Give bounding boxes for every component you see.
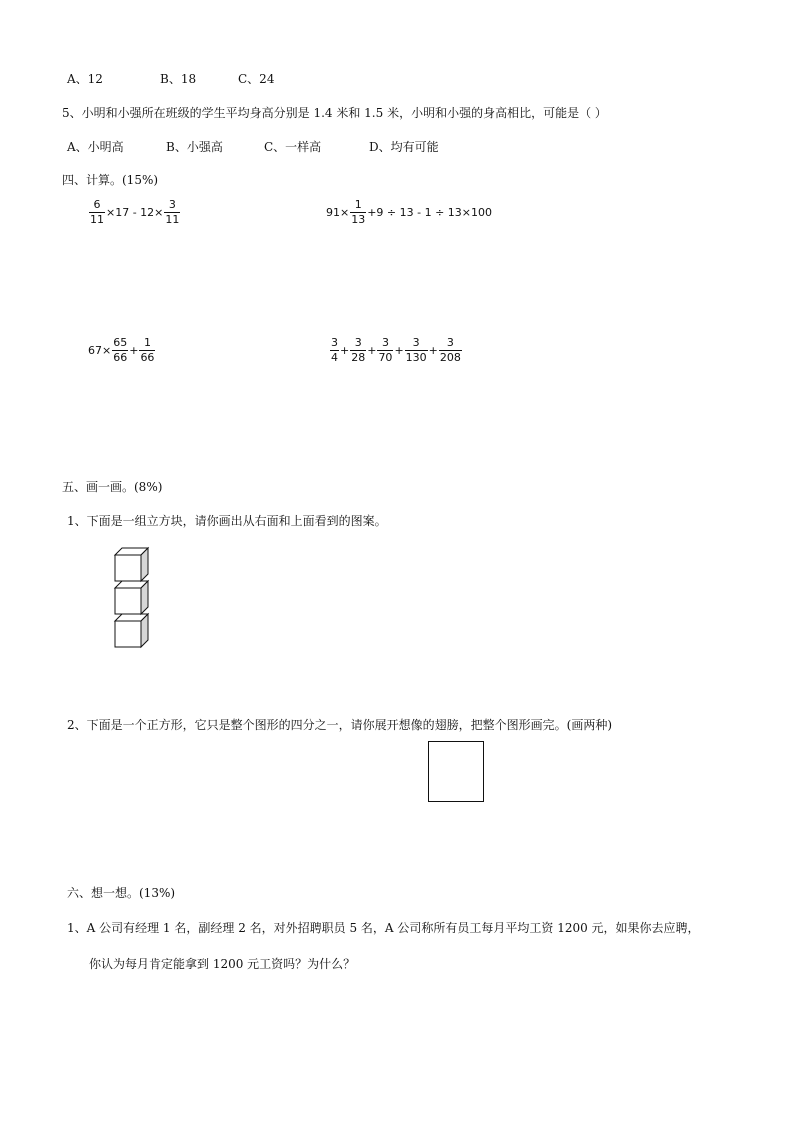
fraction: $\frac{3}{130}$ xyxy=(405,336,427,364)
section-5-q1: 1、下面是一组立方块，请你画出从右面和上面看到的图案。 xyxy=(67,514,387,528)
q5-option-d: D、均有可能 xyxy=(369,140,439,154)
q5-option-b: B、小强高 xyxy=(166,140,223,154)
fraction: $\frac{6}{11}$ xyxy=(90,198,104,226)
q5-option-c: C、一样高 xyxy=(264,140,322,154)
section-4-title: 四、计算。(15%) xyxy=(62,173,159,187)
section-5-q2: 2、下面是一个正方形，它只是整个图形的四分之一，请你展开想像的翅膀，把整个图形画完。(画两种) xyxy=(67,718,613,732)
fraction: $\frac{3}{4}$ xyxy=(331,336,338,364)
fraction: $\frac{3}{208}$ xyxy=(439,336,461,364)
cube-middle xyxy=(115,581,148,614)
q4-option-a: A、12 xyxy=(67,72,103,86)
fraction: $\frac{1}{13}$ xyxy=(351,198,366,226)
q4-option-b: B、18 xyxy=(160,72,197,86)
fraction: $\frac{3}{70}$ xyxy=(378,336,393,364)
square-figure xyxy=(428,741,484,802)
fraction: $\frac{3}{28}$ xyxy=(351,336,366,364)
q5-option-a: A、小明高 xyxy=(67,140,124,154)
section-5-title: 五、画一画。(8%) xyxy=(62,480,163,494)
expr-1: $\frac{6}{11}$ ×17 - 12× $\frac{3}{11}$ xyxy=(90,198,180,226)
section-6-title: 六、想一想。(13%) xyxy=(67,886,176,900)
cube-top xyxy=(115,548,148,581)
fraction: $\frac{65}{66}$ xyxy=(113,336,128,364)
q4-option-c: C、24 xyxy=(238,72,275,86)
section-6-q1-line2: 你认为每月肯定能拿到 1200 元工资吗？为什么？ xyxy=(89,957,356,971)
expr-3: 67× $\frac{65}{66}$ + $\frac{1}{66}$ xyxy=(88,336,155,364)
stacked-cubes-figure xyxy=(110,545,155,653)
cube-bottom xyxy=(115,614,148,647)
expr-4: $\frac{3}{4}$ + $\frac{3}{28}$ + $\frac{3}{70}$ + $\frac{3}{130}$ + $\frac{3}{208}$ xyxy=(331,336,461,364)
section-6-q1-line1: 1、A 公司有经理 1 名，副经理 2 名，对外招聘职员 5 名，A 公司称所有员工每月平均工资 1200 元，如果你去应聘， xyxy=(67,921,700,935)
expr-2: 91× $\frac{1}{13}$ +9 ÷ 13 - 1 ÷ 13×100 xyxy=(326,198,493,226)
q5-question: 5、小明和小强所在班级的学生平均身高分别是 1.4 米和 1.5 米，小明和小强的身高相比，可能是（ ） xyxy=(62,106,607,120)
fraction: $\frac{3}{11}$ xyxy=(165,198,180,226)
fraction: $\frac{1}{66}$ xyxy=(140,336,155,364)
